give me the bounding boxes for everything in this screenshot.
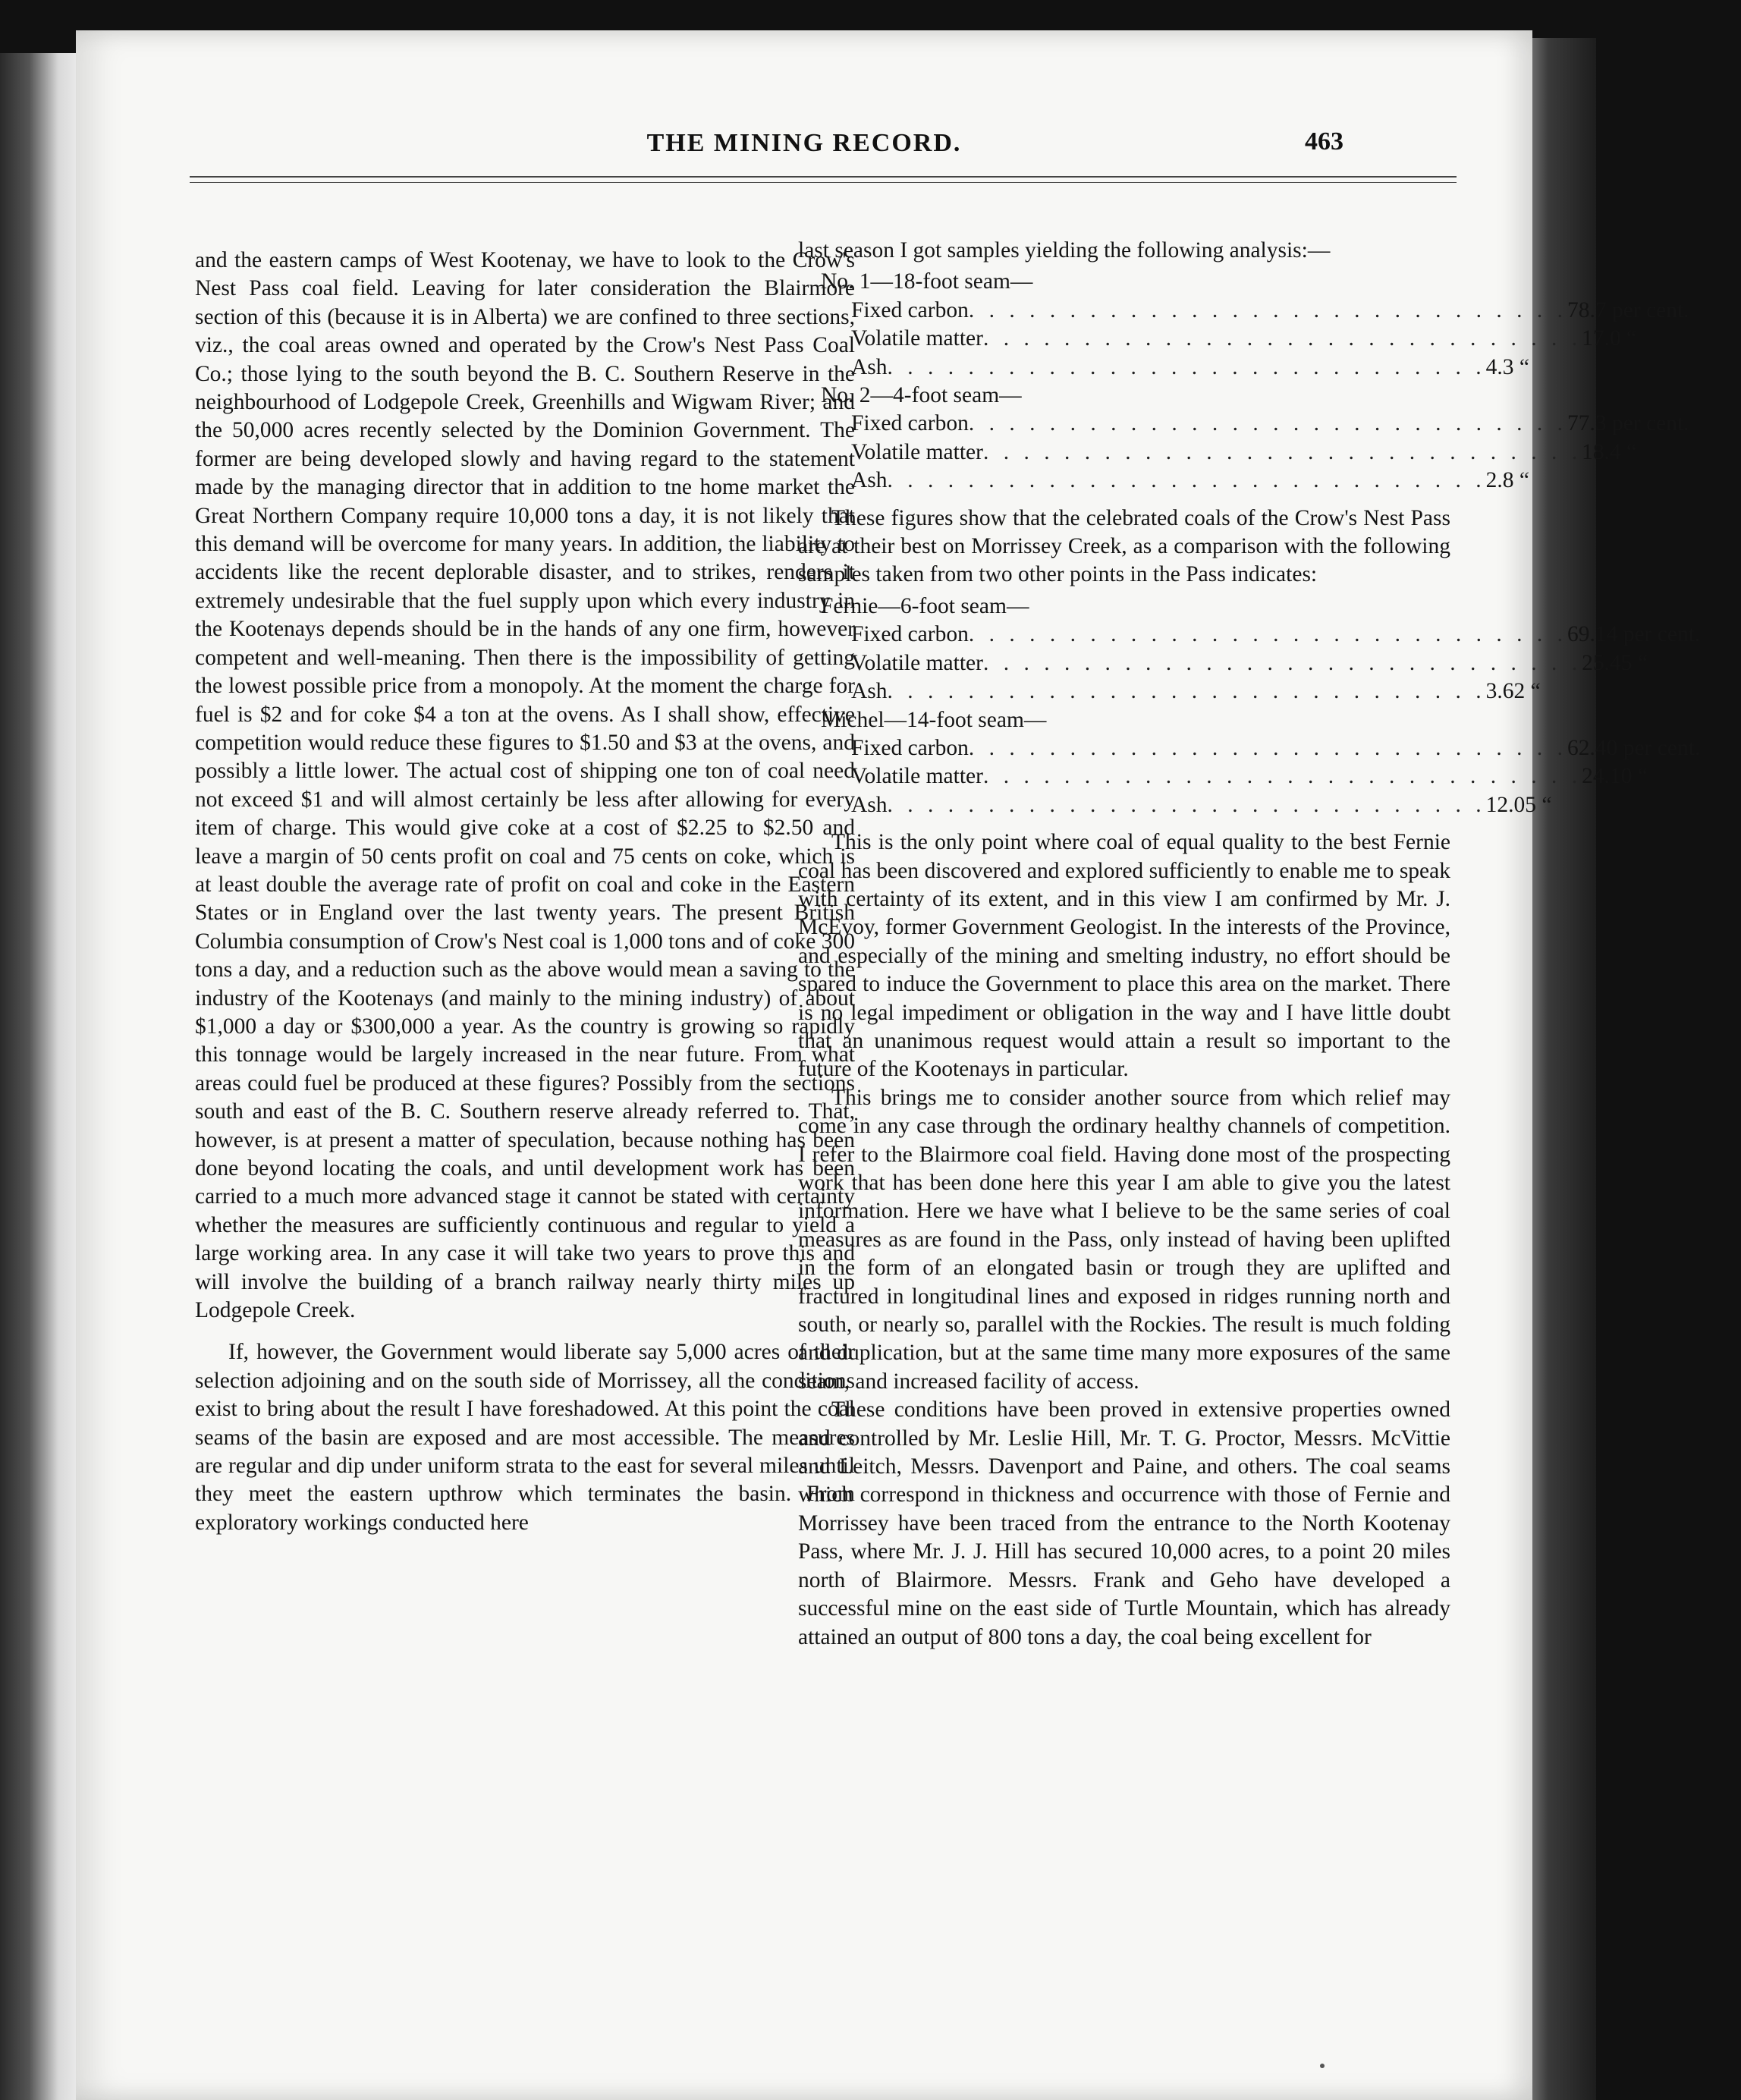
header-rule-top	[190, 176, 1457, 178]
analysis-row: Volatile matter . . . . . . . . . . . . . . . . . . . . . . . . . . . . . . 18.4 “	[798, 439, 1450, 467]
leader-dots: . . . . . . . . . . . . . . . . . . . . . . . . . . . . . .	[968, 297, 1567, 322]
analysis-row: Fixed carbon . . . . . . . . . . . . . . . . . . . . . . . . . . . . . . 69.14 per cent.	[798, 621, 1450, 649]
book-binding-left	[0, 53, 83, 2100]
analysis-row: Fixed carbon . . . . . . . . . . . . . . . . . . . . . . . . . . . . . . 62.40 per cent.	[798, 734, 1450, 762]
header-rule-bottom	[190, 182, 1457, 183]
leader-dots: . . . . . . . . . . . . . . . . . . . . . . . . . . . . . .	[887, 792, 1486, 817]
analysis-row: Ash . . . . . . . . . . . . . . . . . . . . . . . . . . . . . . 12.05 “	[798, 791, 1450, 819]
analysis-row: Fixed carbon . . . . . . . . . . . . . . . . . . . . . . . . . . . . . . 78.7 per cent.	[798, 297, 1450, 325]
seam-title: Fernie—6-foot seam—	[821, 593, 1029, 618]
leader-dots: . . . . . . . . . . . . . . . . . . . . . . . . . . . . . .	[982, 764, 1582, 789]
analysis-row: Ash . . . . . . . . . . . . . . . . . . . . . . . . . . . . . . 4.3 “	[798, 354, 1450, 382]
scanned-page	[76, 30, 1701, 2100]
leader-dots: . . . . . . . . . . . . . . . . . . . . . . . . . . . . . .	[887, 679, 1486, 704]
leader-dots: . . . . . . . . . . . . . . . . . . . . . . . . . . . . . .	[968, 735, 1567, 760]
leader-dots: . . . . . . . . . . . . . . . . . . . . . . . . . . . . . .	[982, 439, 1582, 464]
leader-dots: . . . . . . . . . . . . . . . . . . . . . . . . . . . . . .	[982, 650, 1582, 675]
left-column	[195, 247, 855, 1537]
page-number: 463	[1305, 127, 1343, 156]
seam-title: Michel—14-foot seam—	[821, 707, 1047, 732]
right-paragraph-2: This brings me to consider another source from which relief may come in any case through the ordinary healthy channels of competition. I refer to the Blairmore coal field. Having done most of the prospecting work that has been done here this year I am able to give you the latest information. Here we have what I believe to be the same series of coal measures as are found in the Pass, only instead of having been uplifted in the form of an elongated basin or trough they are uplifted and fractured in longitudinal lines and exposed in ridges running north and south, or nearly so, parallel with the Rockies. The result is much folding and duplication, but at the same time many more exposures of the same seam, and increased facility of access.	[798, 1085, 1450, 1394]
analysis-table-morrissey	[798, 268, 1689, 495]
leader-dots: . . . . . . . . . . . . . . . . . . . . . . . . . . . . . .	[968, 622, 1567, 647]
analysis-row: Volatile matter . . . . . . . . . . . . . . . . . . . . . . . . . . . . . . 17.0 “	[798, 325, 1450, 353]
scan-speck	[1320, 2064, 1325, 2068]
right-paragraph-1: This is the only point where coal of equal quality to the best Fernie coal has been discovered and explored sufficiently to enable me to speak with certainty of its extent, and in this view I am confirmed by Mr. J. McEvoy, former Government Geologist. In the interests of the Province, and especially of the mining and smelting industry, no effort should be spared to induce the Government to place this area on the market. There is no legal impediment or obligation in the way and I have little doubt that an unanimous request would attain a result so important to the future of the Kootenays in particular.	[798, 830, 1450, 1082]
leader-dots: . . . . . . . . . . . . . . . . . . . . . . . . . . . . . .	[887, 468, 1486, 493]
leader-dots: . . . . . . . . . . . . . . . . . . . . . . . . . . . . . .	[982, 326, 1582, 351]
right-column	[798, 237, 1701, 1652]
leader-dots: . . . . . . . . . . . . . . . . . . . . . . . . . . . . . .	[887, 354, 1486, 379]
analysis-row: Volatile matter . . . . . . . . . . . . . . . . . . . . . . . . . . . . . . 24.10 “	[798, 762, 1450, 791]
left-paragraph-2: If, however, the Government would liberate say 5,000 acres of their selection adjoining and on the south side of Morrissey, all the conditions exist to bring about the result I have foreshadowed. At this point the coal seams of the basin are exposed and are most accessible. The measures are regular and dip under uniform strata to the east for several miles until they meet the eastern upthrow which terminates the basin. From exploratory workings conducted here	[195, 1340, 855, 1535]
running-header-title: THE MINING RECORD.	[646, 129, 962, 157]
leader-dots: . . . . . . . . . . . . . . . . . . . . . . . . . . . . . .	[968, 411, 1567, 436]
seam-title: No. 2—4-foot seam—	[821, 383, 1022, 408]
left-paragraph-1: and the eastern camps of West Kootenay, we have to look to the Crow's Nest Pass coal field. Leaving for later consideration the Blairmore section of this (because it is in Alberta) we are confined to three sections, viz., the coal areas owned and operated by the Crow's Nest Pass Coal Co.; those lying to the south beyond the B. C. Southern Reserve in the neighbourhood of Lodgepole Creek, Greenhills and Wigwam River; and the 50,000 acres recently selected by the Dominion Government. The former are being developed slowly and having regard to the statement made by the managing director that in addition to tne home market the Great Northern Company require 10,000 tons a day, it is not likely that this demand will be overcome for many years. In addition, the liability to accidents like the recent deplorable disaster, and to strikes, renders it extremely undesirable that the fuel supply upon which every industry in the Kootenays depends should be in the hands of any one firm, however competent and well-meaning. Then there is the impossibility of getting the lowest possible price from a monopoly. At the moment the charge for fuel is $2 and for coke $4 a ton at the ovens. As I shall show, effective competition would reduce these figures to $1.50 and $3 at the ovens, and possibly a little lower. The actual cost of shipping one ton of coal need not exceed $1 and will almost certainly be less after allowing for every item of charge. This would give coke at a cost of $2.25 to $2.50 and leave a margin of 50 cents profit on coal and 75 cents on coke, which is at least double the average rate of profit on coal and coke in the Eastern States or in England over the last twenty years. The present British Columbia consumption of Crow's Nest coal is 1,000 tons and of coke 300 tons a day, and a reduction such as the above would mean a saving to the industry of the Kootenays (and mainly to the mining industry) of about $1,000 a day or $300,000 a year. As the country is growing so rapidly this tonnage would be largely increased in the near future. From what areas could fuel be produced at these figures? Possibly from the sections south and east of the B. C. Southern reserve already referred to. That, however, is at present a matter of speculation, because nothing has been done beyond locating the coals, and until development work has been carried to a much more advanced stage it cannot be stated with certainty whether the measures are sufficiently continuous and regular to yield a large working area. In any case it will take two years to prove this and will involve the building of a branch railway nearly thirty miles up Lodgepole Creek.	[195, 248, 855, 1323]
right-intro: last season I got samples yielding the following analysis:—	[798, 238, 1331, 262]
analysis-row: Fixed carbon . . . . . . . . . . . . . . . . . . . . . . . . . . . . . . 77.3 per cent.	[798, 410, 1450, 438]
analysis-row: Volatile matter . . . . . . . . . . . . . . . . . . . . . . . . . . . . . . 25.45 “	[798, 649, 1450, 677]
analysis-row: Ash . . . . . . . . . . . . . . . . . . . . . . . . . . . . . . 2.8 “	[798, 467, 1450, 495]
seam-title: No. 1—18-foot seam—	[821, 269, 1033, 294]
analysis-row: Ash . . . . . . . . . . . . . . . . . . . . . . . . . . . . . . 3.62 “	[798, 677, 1450, 706]
right-comparison-paragraph: These figures show that the celebrated coals of the Crow's Nest Pass are at their best on Morrissey Creek, as a comparison with the following samples taken from two other points in the Pass indicates:	[798, 505, 1450, 587]
right-paragraph-3: These conditions have been proved in extensive properties owned and controlled by Mr. Leslie Hill, Mr. T. G. Proctor, Messrs. McVittie and Leitch, Messrs. Davenport and Paine, and others. The coal seams which correspond in thickness and occurrence with those of Fernie and Morrissey have been traced from the entrance to the North Kootenay Pass, where Mr. J. J. Hill has secured 10,000 acres, to a point 20 miles north of Blairmore. Messrs. Frank and Geho have developed a successful mine on the east side of Turtle Mountain, which has already attained an output of 800 tons a day, the coal being excellent for	[798, 1397, 1450, 1649]
analysis-table-comparison	[798, 593, 1701, 819]
